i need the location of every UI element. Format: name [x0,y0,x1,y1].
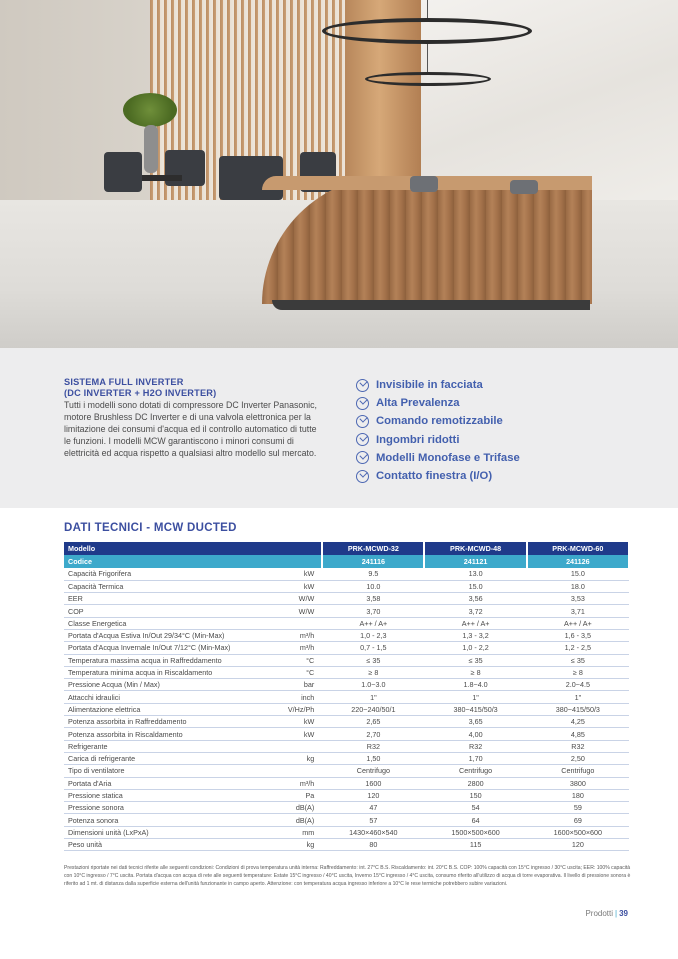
spec-value: 380~415/50/3 [424,703,526,715]
spec-value: 80 [322,839,424,851]
spec-label: Portata d'Aria [64,777,284,789]
spec-unit: kW [284,580,322,592]
spec-value: 13.0 [424,568,526,580]
spec-value: 1" [527,691,629,703]
header-model: PRK-MCWD-32 [322,542,424,555]
spec-unit: m³/h [284,629,322,641]
spec-value: 3,56 [424,593,526,605]
spec-unit: dB(A) [284,802,322,814]
spec-label: Potenza assorbita in Raffreddamento [64,716,284,728]
spec-label: Pressione statica [64,789,284,801]
code-value: 241116 [322,555,424,568]
spec-value: 2800 [424,777,526,789]
spec-label: Carica di refrigerante [64,752,284,764]
spec-unit: W/W [284,605,322,617]
table-row [64,605,629,617]
spec-value: 2,70 [322,728,424,740]
spec-value: 1.8~4.0 [424,679,526,691]
spec-unit [284,740,322,752]
table-row [64,679,629,691]
spec-value: 1,0 - 2,2 [424,642,526,654]
spec-value: 1,6 - 3,5 [527,629,629,641]
spec-label: Classe Energetica [64,617,284,629]
spec-value: ≤ 35 [424,654,526,666]
table-row [64,580,629,592]
spec-unit: m³/h [284,642,322,654]
spec-value: 3800 [527,777,629,789]
spec-value: 380~415/50/3 [527,703,629,715]
spec-label: Potenza assorbita in Riscaldamento [64,728,284,740]
spec-value: 1,2 - 2,5 [527,642,629,654]
office-chair [510,180,538,194]
spec-value: ≥ 8 [322,666,424,678]
spec-value: 1,50 [322,752,424,764]
reception-desk-base [272,300,590,310]
armchair [104,152,142,192]
spec-unit: kW [284,568,322,580]
spec-value: 3,72 [424,605,526,617]
spec-label: Tipo di ventilatore [64,765,284,777]
spec-value: 1,0 - 2,3 [322,629,424,641]
spec-value: 69 [527,814,629,826]
code-value: 241126 [527,555,629,568]
code-label: Codice [64,555,322,568]
spec-value: ≤ 35 [527,654,629,666]
spec-label: Pressione Acqua (Min / Max) [64,679,284,691]
page-footer [585,909,628,918]
check-circle-icon [356,397,369,410]
check-circle-icon [356,415,369,428]
table-row [64,777,629,789]
spec-value: 3,71 [527,605,629,617]
table-row [64,629,629,641]
spec-label: Potenza sonora [64,814,284,826]
spec-value: ≥ 8 [424,666,526,678]
office-chair [410,176,438,192]
spec-unit [284,617,322,629]
table-row [64,642,629,654]
spec-value: 3,65 [424,716,526,728]
spec-value: R32 [424,740,526,752]
spec-value: 2,50 [527,752,629,764]
spec-value: 1,3 - 3,2 [424,629,526,641]
spec-value: ≥ 8 [527,666,629,678]
spec-label: Peso unità [64,839,284,851]
spec-unit: °C [284,654,322,666]
spec-label: COP [64,605,284,617]
footnote: Prestazioni riportate nei dati tecnici riferite alle seguenti condizioni: Condizioni di prova temperatura unità interna: Raffreddamento: int. 27°C B.S. Riscaldamento: int. 20°C B.S. COP: 100% capacità con 15°C ingresso / 30°C uscita; EER: 100% capacità con 10°C ingresso / 7°C uscita. Portata d'acqua con acqua di rete alle seguenti temperature: Estate 15°C ingresso / 40°C uscita, Inverno 15°C ingresso / 4°C uscita, consumo riferito all'utilizzo di acqua di torre evaporativa. Il livello di pressione sonora è riferito ad 1 mt. di distanza dalla superficie esterna dell'unità funzionante in campo aperto. Attenzione: con temperatura acqua ingresso inferiore a 10°C le rese termiche potrebbero subire variazioni. [64,865,631,887]
spec-value: 120 [322,789,424,801]
plant [123,93,177,127]
spec-label: Refrigerante [64,740,284,752]
table-row [64,716,629,728]
spec-label: Temperatura massima acqua in Raffreddamento [64,654,284,666]
header-model: PRK-MCWD-48 [424,542,526,555]
header-model-label: Modello [64,542,322,555]
spec-unit: kW [284,716,322,728]
table-row [64,765,629,777]
intro-title [64,377,216,399]
spec-unit: °C [284,666,322,678]
table-row [64,826,629,838]
feature-item [356,394,520,412]
spec-value: 115 [424,839,526,851]
spec-value: ≤ 35 [322,654,424,666]
spec-value: 10.0 [322,580,424,592]
pendant-lamp [322,18,532,44]
spec-value: 1600×500×600 [527,826,629,838]
spec-unit: mm [284,826,322,838]
table-row [64,691,629,703]
spec-value: 2,65 [322,716,424,728]
spec-value: Centrifugo [424,765,526,777]
spec-value: 2.0~4.5 [527,679,629,691]
spec-value: 3,70 [322,605,424,617]
coffee-table [142,175,182,181]
table-row [64,728,629,740]
spec-value: 4,25 [527,716,629,728]
spec-value: 3,53 [527,593,629,605]
table-row [64,617,629,629]
spec-unit: kg [284,752,322,764]
spec-value: 64 [424,814,526,826]
feature-item [356,412,520,430]
feature-item [356,431,520,449]
specs-table [64,542,630,851]
spec-value: 4,85 [527,728,629,740]
feature-label: Modelli Monofase e Trifase [376,451,520,464]
spec-value: 150 [424,789,526,801]
spec-label: EER [64,593,284,605]
spec-value: A++ / A+ [527,617,629,629]
code-value: 241121 [424,555,526,568]
table-row [64,703,629,715]
lamp-cable [427,0,428,20]
spec-unit: Pa [284,789,322,801]
intro-title-line: SISTEMA FULL INVERTER [64,377,184,387]
spec-value: 1,70 [424,752,526,764]
feature-label: Invisibile in facciata [376,379,483,392]
feature-label: Contatto finestra (I/O) [376,470,493,483]
spec-label: Dimensioni unità (LxPxA) [64,826,284,838]
spec-value: Centrifugo [322,765,424,777]
table-row [64,814,629,826]
spec-label: Capacità Frigorifera [64,568,284,580]
spec-unit: kg [284,839,322,851]
spec-value: 9.5 [322,568,424,580]
table-row [64,789,629,801]
spec-value: 1" [322,691,424,703]
spec-unit: dB(A) [284,814,322,826]
feature-item [356,449,520,467]
pendant-lamp [365,72,491,86]
spec-value: 220~240/50/1 [322,703,424,715]
spec-value: 120 [527,839,629,851]
check-circle-icon [356,379,369,392]
feature-list [356,376,520,485]
vase [144,125,158,173]
spec-unit: m³/h [284,777,322,789]
spec-value: 54 [424,802,526,814]
feature-label: Ingombri ridotti [376,433,460,446]
table-row [64,752,629,764]
spec-value: 4,00 [424,728,526,740]
spec-label: Portata d'Acqua Invernale In/Out 7/12°C (Min-Max) [64,642,284,654]
spec-value: A++ / A+ [424,617,526,629]
page-separator: | [615,909,618,918]
spec-value: 15.0 [424,580,526,592]
table-row [64,568,629,580]
spec-value: 59 [527,802,629,814]
spec-value: Centrifugo [527,765,629,777]
spec-value: 15.0 [527,568,629,580]
feature-label: Alta Prevalenza [376,397,460,410]
spec-value: 1" [424,691,526,703]
table-row [64,740,629,752]
section-title: DATI TECNICI - MCW DUCTED [64,522,237,534]
spec-value: R32 [322,740,424,752]
intro-description: Tutti i modelli sono dotati di compressore DC Inverter Panasonic, motore Brushless DC Inverter e di una valvola elettronica per la limitazione dei consumi d'acqua ed il controllo automatico di tutte le funzioni. I modelli MCW garantiscono i minori consumi di elettricità ed acqua rispetto a qualsiasi altro modello sul mercato. [64,400,317,458]
intro-title-line: (DC INVERTER + H2O INVERTER) [64,388,217,398]
spec-label: Capacità Termica [64,580,284,592]
spec-value: 18.0 [527,580,629,592]
hero-photo [0,0,678,348]
table-header-row [64,542,629,555]
spec-unit [284,765,322,777]
spec-value: 180 [527,789,629,801]
page-section: Prodotti [585,909,614,918]
table-row [64,802,629,814]
spec-unit: W/W [284,593,322,605]
lamp-cable [427,44,428,74]
spec-label: Temperatura minima acqua in Riscaldamento [64,666,284,678]
feature-item [356,467,520,485]
spec-value: 0,7 - 1,5 [322,642,424,654]
spec-value: 1600 [322,777,424,789]
spec-value: 57 [322,814,424,826]
spec-unit: inch [284,691,322,703]
spec-unit: kW [284,728,322,740]
spec-unit: bar [284,679,322,691]
table-row [64,654,629,666]
spec-value: 47 [322,802,424,814]
header-model: PRK-MCWD-60 [527,542,629,555]
check-circle-icon [356,470,369,483]
spec-value: A++ / A+ [322,617,424,629]
page-number: 39 [619,909,628,918]
table-code-row [64,555,629,568]
spec-label: Attacchi idraulici [64,691,284,703]
check-circle-icon [356,451,369,464]
table-row [64,593,629,605]
spec-value: 1.0~3.0 [322,679,424,691]
spec-label: Alimentazione elettrica [64,703,284,715]
spec-value: 1500×500×600 [424,826,526,838]
spec-value: 1430×460×540 [322,826,424,838]
specs-table-body [64,542,629,851]
check-circle-icon [356,433,369,446]
spec-value: R32 [527,740,629,752]
spec-label: Portata d'Acqua Estiva In/Out 29/34°C (Min-Max) [64,629,284,641]
spec-label: Pressione sonora [64,802,284,814]
spec-unit: V/Hz/Ph [284,703,322,715]
spec-value: 3,58 [322,593,424,605]
table-row [64,839,629,851]
feature-item [356,376,520,394]
table-row [64,666,629,678]
feature-label: Comando remotizzabile [376,415,503,428]
